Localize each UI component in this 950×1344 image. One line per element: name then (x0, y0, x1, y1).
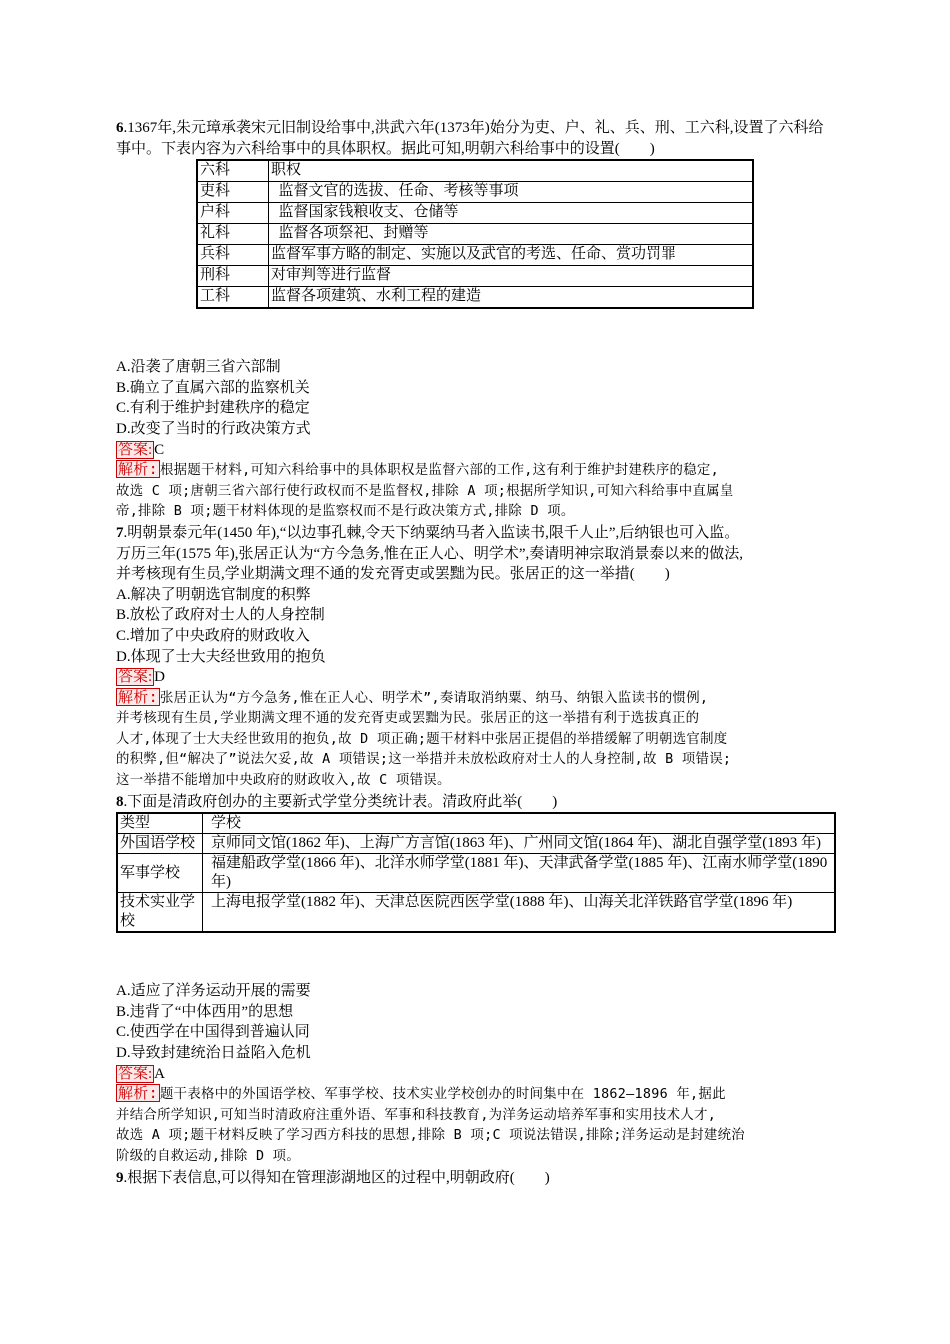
exam-page (116, 118, 836, 1188)
answer-tag: 答案: (118, 669, 153, 686)
table-row (197, 287, 753, 309)
table-cell: 监督各项祭祀、封赠等 (269, 224, 754, 245)
explanation-line: 解析: 题干表格中的外国语学校、军事学校、技术实业学校创办的时间集中在 1862—1896 年,据此 (118, 1084, 726, 1103)
explanation-line: 解析: 根据题干材料,可知六科给事中的具体职权是监督六部的工作,这有利于维护封建秩序的稳定, (118, 460, 719, 479)
six-departments-table (196, 159, 754, 309)
table-row (197, 245, 753, 266)
question-number: 6 (116, 120, 124, 136)
table-cell: 技术实业学校 (117, 893, 203, 933)
table-cell: 工科 (197, 287, 269, 309)
answer-line (116, 440, 836, 461)
explanation-line: 帝,排除 B 项;题干材料体现的是监察权而不是行政决策方式,排除 D 项。 (116, 504, 575, 520)
table-cell: 户科 (197, 203, 269, 224)
explanation-tag: 解析: (118, 460, 158, 479)
question-number: 8 (116, 793, 124, 810)
option-c: C.有利于维护封建秩序的稳定 (116, 400, 310, 417)
question-7-stem-line: 万历三年(1575 年),张居正认为“方今急务,惟在正人心、明学术”,奏请明神宗取消景泰以来的做法, (116, 545, 744, 562)
explanation-line: 这一举措不能增加中央政府的财政收入,故 C 项错误。 (116, 773, 451, 789)
question-7-stem: 7.明朝景泰元年(1450 年),“以边事孔棘,令天下纳粟纳马者入监读书,限千人止”,后纳银也可入监。 (116, 524, 740, 541)
option-c: C.增加了中央政府的财政收入 (116, 627, 310, 644)
explanation (116, 688, 836, 792)
table-header-cell: 职权 (269, 160, 754, 182)
explanation-line: 人才,体现了士大夫经世致用的抱负,故 D 项正确;题干材料中张居正提倡的举措缓解了明朝选官制度 (116, 731, 728, 747)
question-8-stem: 8.下面是清政府创办的主要新式学堂分类统计表。清政府此举( ) (116, 793, 558, 810)
option-a: A.解决了明朝选官制度的积弊 (116, 586, 311, 603)
table-row (197, 203, 753, 224)
answer-value: C (154, 441, 165, 458)
option-b: B.违背了“中体西用”的思想 (116, 1003, 294, 1020)
table-row (197, 182, 753, 203)
option-d: D.导致封建统治日益陷入危机 (116, 1045, 311, 1062)
option-d: D.体现了士大夫经世致用的抱负 (116, 648, 326, 665)
question-number: 9 (116, 1169, 124, 1186)
table-cell: 监督文官的选拔、任命、考核等事项 (269, 182, 754, 203)
table-cell: 刑科 (197, 266, 269, 287)
table-header-row (197, 160, 753, 182)
answer-line (116, 1064, 836, 1085)
table-cell: 吏科 (197, 182, 269, 203)
explanation (116, 460, 836, 523)
explanation-line: 并考核现有生员,学业期满文理不通的发充胥吏或罢黜为民。张居正的这一举措有利于选拔真正的 (116, 711, 700, 727)
explanation-tag: 解析: (118, 1084, 158, 1103)
explanation-line: 故选 C 项;唐朝三省六部行使行政权而不是监督权,排除 A 项;根据所学知识,可知六科给事中直属皇 (116, 483, 734, 499)
table-cell: 上海电报学堂(1882 年)、天津总医院西医学堂(1888 年)、山海关北洋铁路官学堂(1896 年) (203, 893, 836, 933)
table-cell: 监督军事方略的制定、实施以及武官的考选、任命、赏功罚罪 (269, 245, 754, 266)
explanation-line: 并结合所学知识,可知当时清政府注重外语、军事和科技教育,为洋务运动培养军事和实用技术人才, (116, 1107, 717, 1123)
explanation-tag: 解析: (118, 687, 158, 706)
table-row (117, 854, 835, 893)
table-cell: 兵科 (197, 245, 269, 266)
option-b: B.放松了政府对士人的人身控制 (116, 607, 325, 624)
answer-line (116, 667, 836, 688)
table-header-row (117, 813, 835, 834)
question-9-stem: 9.根据下表信息,可以得知在管理澎湖地区的过程中,明朝政府( ) (116, 1169, 550, 1186)
question-number: 7 (116, 524, 124, 541)
table-cell: 对审判等进行监督 (269, 266, 754, 287)
question-7-stem-line: 并考核现有生员,学业期满文理不通的发充胥吏或罢黜为民。张居正的这一举措( ) (116, 566, 670, 583)
explanation (116, 1084, 836, 1167)
answer-value: A (154, 1065, 166, 1082)
option-a: A.适应了洋务运动开展的需要 (116, 983, 311, 1000)
table-cell: 军事学校 (117, 854, 203, 893)
table-cell: 监督国家钱粮收支、仓储等 (269, 203, 754, 224)
table-row (117, 834, 835, 854)
table-cell: 监督各项建筑、水利工程的建造 (269, 287, 754, 309)
table-row (117, 893, 835, 933)
table-cell: 礼科 (197, 224, 269, 245)
table-cell: 福建船政学堂(1866 年)、北洋水师学堂(1881 年)、天津武备学堂(1885 年)、江南水师学堂(1890 年) (203, 854, 836, 893)
answer-tag: 答案: (118, 441, 153, 458)
new-schools-table (116, 812, 836, 933)
explanation-line: 的积弊,但“解决了”说法欠妥,故 A 项错误;这一举措并未放松政府对士人的人身控制,故 B 项错误; (116, 752, 732, 768)
table-cell: 京师同文馆(1862 年)、上海广方言馆(1863 年)、广州同文馆(1864 年)、湖北自强学堂(1893 年) (203, 834, 836, 854)
table-header-cell: 类型 (117, 813, 203, 834)
explanation-line: 解析: 张居正认为“方今急务,惟在正人心、明学术”,奏请取消纳粟、纳马、纳银入监读书的惯例, (118, 687, 709, 706)
explanation-line: 故选 A 项;题干材料反映了学习西方科技的思想,排除 B 项;C 项说法错误,排除;洋务运动是封建统治 (116, 1128, 745, 1144)
option-a: A.沿袭了唐朝三省六部制 (116, 359, 281, 376)
question-6-stem: 6.1367年,朱元璋承袭宋元旧制设给事中,洪武六年(1373年)始分为吏、户、礼、兵、刑、工六科,设置了六科给事中。下表内容为六科给事中的具体职权。据此可知,明朝六科给事中的设置( ) (116, 120, 824, 157)
table-row (197, 224, 753, 245)
table-cell: 外国语学校 (117, 834, 203, 854)
option-d: D.改变了当时的行政决策方式 (116, 420, 311, 437)
answer-value: D (154, 669, 166, 686)
option-c: C.使西学在中国得到普遍认同 (116, 1024, 310, 1041)
option-b: B.确立了直属六部的监察机关 (116, 379, 310, 396)
table-header-cell: 学校 (203, 813, 836, 834)
answer-tag: 答案: (118, 1065, 153, 1082)
table-row (197, 266, 753, 287)
explanation-line: 阶级的自救运动,排除 D 项。 (116, 1149, 301, 1164)
table-header-cell: 六科 (197, 160, 269, 182)
